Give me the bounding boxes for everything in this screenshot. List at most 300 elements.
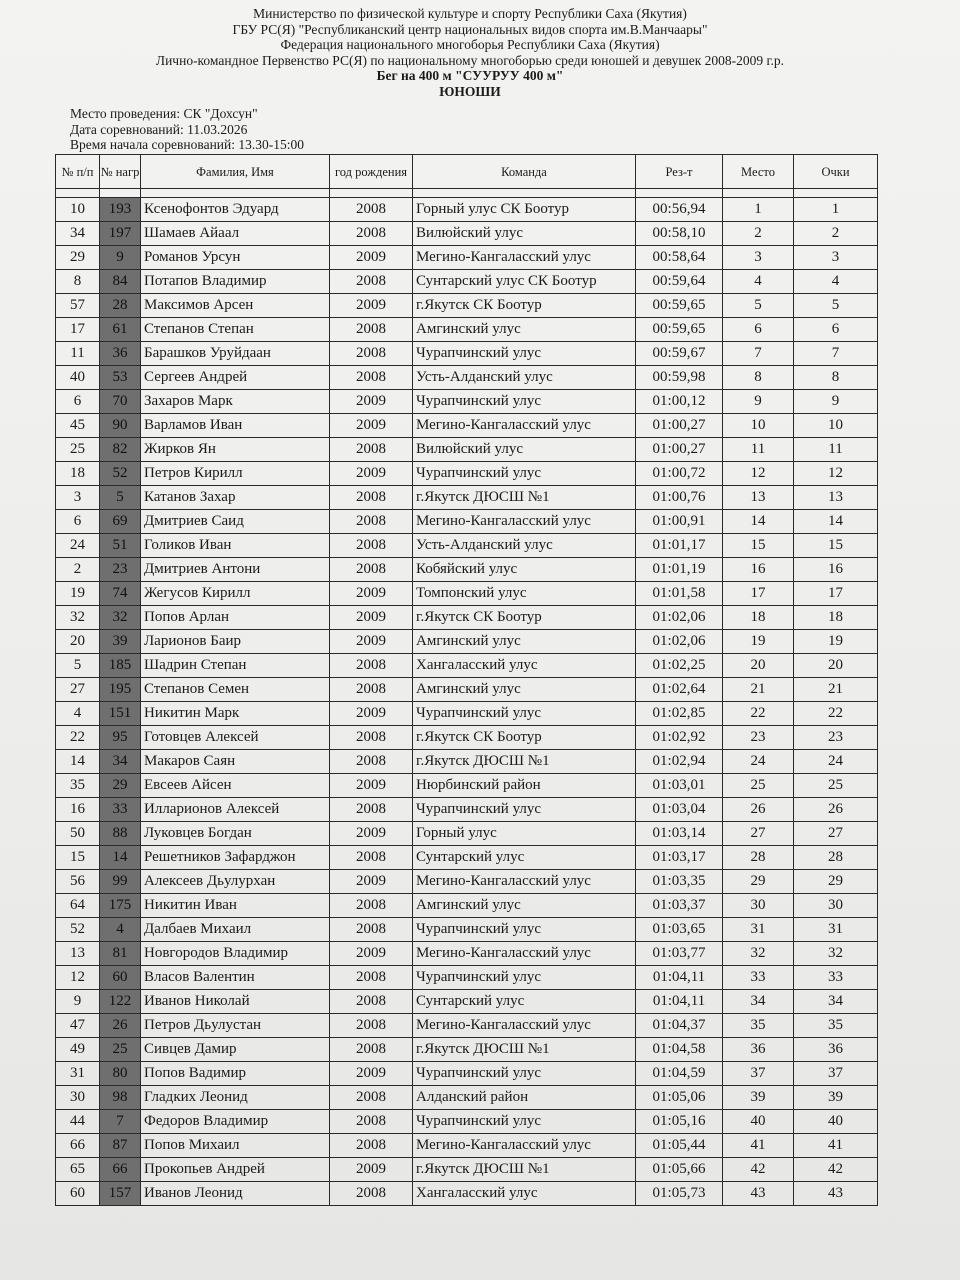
cell-points: 21: [794, 678, 878, 702]
cell-place: 33: [723, 966, 794, 990]
col-header-result: Рез-т: [636, 155, 723, 189]
cell-bib: 74: [100, 582, 141, 606]
col-header-team: Команда: [413, 155, 636, 189]
cell-name: Дмитриев Антони: [141, 558, 330, 582]
cell-bib: 82: [100, 438, 141, 462]
cell-result: 01:02,94: [636, 750, 723, 774]
cell-year: 2008: [330, 318, 413, 342]
cell-year: 2008: [330, 750, 413, 774]
cell-team: Хангаласский улус: [413, 654, 636, 678]
cell-name: Ксенофонтов Эдуард: [141, 198, 330, 222]
cell-team: Вилюйский улус: [413, 222, 636, 246]
cell-bib: 33: [100, 798, 141, 822]
cell-name: Дмитриев Саид: [141, 510, 330, 534]
cell-team: г.Якутск ДЮСШ №1: [413, 486, 636, 510]
cell-name: Федоров Владимир: [141, 1110, 330, 1134]
cell-pp: 65: [56, 1158, 100, 1182]
cell-year: 2008: [330, 558, 413, 582]
cell-team: Мегино-Кангаласский улус: [413, 414, 636, 438]
cell-points: 10: [794, 414, 878, 438]
cell-pp: 29: [56, 246, 100, 270]
table-row: [56, 390, 878, 414]
cell-points: 24: [794, 750, 878, 774]
cell-points: 23: [794, 726, 878, 750]
cell-result: 01:00,12: [636, 390, 723, 414]
cell-result: 01:02,25: [636, 654, 723, 678]
cell-place: 23: [723, 726, 794, 750]
table-row: [56, 486, 878, 510]
cell-team: г.Якутск ДЮСШ №1: [413, 1038, 636, 1062]
cell-year: 2008: [330, 798, 413, 822]
table-row: [56, 1014, 878, 1038]
cell-pp: 52: [56, 918, 100, 942]
cell-team: Чурапчинский улус: [413, 462, 636, 486]
cell-bib: 61: [100, 318, 141, 342]
table-row: [56, 534, 878, 558]
cell-points: 42: [794, 1158, 878, 1182]
table-row: [56, 966, 878, 990]
cell-pp: 30: [56, 1086, 100, 1110]
cell-bib: 122: [100, 990, 141, 1014]
cell-year: 2008: [330, 222, 413, 246]
cell-points: 28: [794, 846, 878, 870]
cell-pp: 13: [56, 942, 100, 966]
cell-year: 2008: [330, 894, 413, 918]
cell-place: 28: [723, 846, 794, 870]
table-row: [56, 198, 878, 222]
cell-pp: 25: [56, 438, 100, 462]
cell-team: Чурапчинский улус: [413, 1110, 636, 1134]
cell-result: 01:03,17: [636, 846, 723, 870]
cell-year: 2009: [330, 294, 413, 318]
cell-place: 5: [723, 294, 794, 318]
cell-bib: 39: [100, 630, 141, 654]
cell-bib: 151: [100, 702, 141, 726]
cell-result: 01:02,92: [636, 726, 723, 750]
cell-place: 22: [723, 702, 794, 726]
cell-bib: 60: [100, 966, 141, 990]
cell-points: 39: [794, 1086, 878, 1110]
cell-points: 1: [794, 198, 878, 222]
cell-points: 40: [794, 1110, 878, 1134]
cell-team: Чурапчинский улус: [413, 702, 636, 726]
cell-place: 2: [723, 222, 794, 246]
cell-place: 29: [723, 870, 794, 894]
cell-points: 27: [794, 822, 878, 846]
cell-bib: 32: [100, 606, 141, 630]
cell-points: 12: [794, 462, 878, 486]
cell-year: 2009: [330, 870, 413, 894]
cell-name: Жегусов Кирилл: [141, 582, 330, 606]
cell-name: Макаров Саян: [141, 750, 330, 774]
cell-team: Мегино-Кангаласский улус: [413, 942, 636, 966]
cell-name: Луковцев Богдан: [141, 822, 330, 846]
cell-pp: 24: [56, 534, 100, 558]
cell-bib: 66: [100, 1158, 141, 1182]
cell-bib: 84: [100, 270, 141, 294]
cell-name: Гладких Леонид: [141, 1086, 330, 1110]
cell-pp: 10: [56, 198, 100, 222]
cell-team: Чурапчинский улус: [413, 798, 636, 822]
cell-year: 2008: [330, 486, 413, 510]
cell-result: 01:05,66: [636, 1158, 723, 1182]
table-row: [56, 798, 878, 822]
cell-year: 2009: [330, 702, 413, 726]
cell-result: 01:05,44: [636, 1134, 723, 1158]
cell-pp: 2: [56, 558, 100, 582]
start-time-text: Время начала соревнований: 13.30-15:00: [70, 137, 304, 152]
event-title: Бег на 400 м "СУУРУУ 400 м": [376, 68, 564, 83]
cell-name: Петров Дьулустан: [141, 1014, 330, 1038]
cell-year: 2008: [330, 510, 413, 534]
cell-bib: 98: [100, 1086, 141, 1110]
cell-result: 01:00,27: [636, 414, 723, 438]
cell-points: 14: [794, 510, 878, 534]
cell-name: Готовцев Алексей: [141, 726, 330, 750]
cell-bib: 90: [100, 414, 141, 438]
cell-place: 9: [723, 390, 794, 414]
cell-pp: 31: [56, 1062, 100, 1086]
col-header-points: Очки: [794, 155, 878, 189]
cell-name: Шамаев Айаал: [141, 222, 330, 246]
cell-name: Иванов Леонид: [141, 1182, 330, 1206]
table-row: [56, 366, 878, 390]
cell-result: 00:58,10: [636, 222, 723, 246]
cell-points: 5: [794, 294, 878, 318]
cell-team: Чурапчинский улус: [413, 918, 636, 942]
cell-points: 16: [794, 558, 878, 582]
cell-points: 3: [794, 246, 878, 270]
cell-result: 01:03,65: [636, 918, 723, 942]
cell-points: 13: [794, 486, 878, 510]
cell-bib: 4: [100, 918, 141, 942]
cell-team: Вилюйский улус: [413, 438, 636, 462]
cell-place: 15: [723, 534, 794, 558]
cell-name: Романов Урсун: [141, 246, 330, 270]
cell-points: 30: [794, 894, 878, 918]
cell-place: 6: [723, 318, 794, 342]
table-row: [56, 990, 878, 1014]
table-row: [56, 510, 878, 534]
cell-name: Ларионов Баир: [141, 630, 330, 654]
cell-year: 2009: [330, 822, 413, 846]
cell-pp: 5: [56, 654, 100, 678]
cell-team: Алданский район: [413, 1086, 636, 1110]
cell-pp: 57: [56, 294, 100, 318]
cell-year: 2008: [330, 846, 413, 870]
cell-bib: 5: [100, 486, 141, 510]
cell-name: Сивцев Дамир: [141, 1038, 330, 1062]
table-row: [56, 726, 878, 750]
cell-pp: 66: [56, 1134, 100, 1158]
table-row: [56, 894, 878, 918]
cell-result: 01:04,58: [636, 1038, 723, 1062]
cell-result: 01:03,04: [636, 798, 723, 822]
cell-points: 6: [794, 318, 878, 342]
cell-place: 10: [723, 414, 794, 438]
table-row: [56, 1134, 878, 1158]
table-row: [56, 342, 878, 366]
table-row: [56, 870, 878, 894]
cell-name: Алексеев Дьулурхан: [141, 870, 330, 894]
cell-points: 31: [794, 918, 878, 942]
cell-points: 19: [794, 630, 878, 654]
table-row: [56, 318, 878, 342]
cell-place: 27: [723, 822, 794, 846]
cell-year: 2009: [330, 390, 413, 414]
table-row: [56, 1086, 878, 1110]
federation-line: Федерация национального многоборья Республики Саха (Якутия): [280, 37, 660, 52]
cell-bib: 25: [100, 1038, 141, 1062]
cell-bib: 185: [100, 654, 141, 678]
table-row: [56, 846, 878, 870]
cell-pp: 34: [56, 222, 100, 246]
cell-result: 01:03,37: [636, 894, 723, 918]
cell-place: 41: [723, 1134, 794, 1158]
cell-result: 01:00,72: [636, 462, 723, 486]
cell-year: 2008: [330, 342, 413, 366]
cell-year: 2008: [330, 198, 413, 222]
cell-bib: 53: [100, 366, 141, 390]
cell-pp: 12: [56, 966, 100, 990]
cell-result: 01:02,64: [636, 678, 723, 702]
cell-place: 31: [723, 918, 794, 942]
cell-name: Новгородов Владимир: [141, 942, 330, 966]
cell-points: 18: [794, 606, 878, 630]
cell-bib: 99: [100, 870, 141, 894]
table-row: [56, 294, 878, 318]
cell-bib: 197: [100, 222, 141, 246]
cell-place: 34: [723, 990, 794, 1014]
cell-name: Сергеев Андрей: [141, 366, 330, 390]
cell-bib: 157: [100, 1182, 141, 1206]
cell-name: Петров Кирилл: [141, 462, 330, 486]
cell-place: 25: [723, 774, 794, 798]
results-table: [55, 154, 878, 1206]
table-row: [56, 606, 878, 630]
cell-bib: 95: [100, 726, 141, 750]
cell-year: 2009: [330, 1158, 413, 1182]
cell-name: Никитин Иван: [141, 894, 330, 918]
cell-team: Сунтарский улус: [413, 846, 636, 870]
cell-year: 2008: [330, 966, 413, 990]
cell-team: г.Якутск ДЮСШ №1: [413, 750, 636, 774]
cell-year: 2009: [330, 462, 413, 486]
cell-team: Мегино-Кангаласский улус: [413, 246, 636, 270]
cell-result: 01:00,76: [636, 486, 723, 510]
cell-name: Варламов Иван: [141, 414, 330, 438]
cell-year: 2008: [330, 654, 413, 678]
cell-result: 01:03,14: [636, 822, 723, 846]
table-row: [56, 1110, 878, 1134]
cell-result: 00:56,94: [636, 198, 723, 222]
cell-pp: 9: [56, 990, 100, 1014]
cell-name: Решетников Зафарджон: [141, 846, 330, 870]
organization-line: ГБУ РС(Я) "Республиканский центр национальных видов спорта им.В.Манчаары": [232, 21, 708, 37]
cell-points: 22: [794, 702, 878, 726]
cell-place: 32: [723, 942, 794, 966]
cell-year: 2009: [330, 582, 413, 606]
cell-year: 2008: [330, 726, 413, 750]
cell-bib: 9: [100, 246, 141, 270]
cell-result: 01:03,35: [636, 870, 723, 894]
cell-bib: 36: [100, 342, 141, 366]
cell-team: Сунтарский улус СК Боотур: [413, 270, 636, 294]
cell-bib: 51: [100, 534, 141, 558]
cell-team: Усть-Алданский улус: [413, 366, 636, 390]
cell-pp: 8: [56, 270, 100, 294]
cell-team: Амгинский улус: [413, 678, 636, 702]
cell-place: 8: [723, 366, 794, 390]
cell-points: 2: [794, 222, 878, 246]
cell-result: 01:05,16: [636, 1110, 723, 1134]
cell-name: Попов Михаил: [141, 1134, 330, 1158]
cell-year: 2008: [330, 918, 413, 942]
table-row: [56, 654, 878, 678]
header-spacer-row: [56, 189, 878, 198]
cell-result: 00:59,64: [636, 270, 723, 294]
cell-pp: 45: [56, 414, 100, 438]
cell-place: 14: [723, 510, 794, 534]
cell-points: 11: [794, 438, 878, 462]
cell-bib: 175: [100, 894, 141, 918]
document-header: [0, 6, 940, 99]
cell-result: 01:01,58: [636, 582, 723, 606]
cell-bib: 81: [100, 942, 141, 966]
cell-name: Попов Арлан: [141, 606, 330, 630]
cell-points: 34: [794, 990, 878, 1014]
cell-year: 2009: [330, 246, 413, 270]
cell-team: Усть-Алданский улус: [413, 534, 636, 558]
cell-place: 4: [723, 270, 794, 294]
cell-points: 7: [794, 342, 878, 366]
cell-pp: 6: [56, 390, 100, 414]
cell-name: Попов Вадимир: [141, 1062, 330, 1086]
results-body: [56, 198, 878, 1206]
table-row: [56, 942, 878, 966]
cell-place: 35: [723, 1014, 794, 1038]
cell-points: 20: [794, 654, 878, 678]
cell-points: 15: [794, 534, 878, 558]
cell-year: 2008: [330, 438, 413, 462]
cell-result: 00:59,65: [636, 318, 723, 342]
table-row: [56, 270, 878, 294]
cell-pp: 40: [56, 366, 100, 390]
cell-bib: 7: [100, 1110, 141, 1134]
cell-points: 9: [794, 390, 878, 414]
cell-points: 35: [794, 1014, 878, 1038]
table-row: [56, 918, 878, 942]
cell-place: 7: [723, 342, 794, 366]
cell-team: Нюрбинский район: [413, 774, 636, 798]
cell-pp: 16: [56, 798, 100, 822]
cell-team: Чурапчинский улус: [413, 1062, 636, 1086]
cell-pp: 50: [56, 822, 100, 846]
cell-pp: 3: [56, 486, 100, 510]
cell-pp: 14: [56, 750, 100, 774]
table-row: [56, 702, 878, 726]
cell-result: 01:04,37: [636, 1014, 723, 1038]
cell-name: Власов Валентин: [141, 966, 330, 990]
cell-points: 43: [794, 1182, 878, 1206]
cell-points: 36: [794, 1038, 878, 1062]
cell-place: 37: [723, 1062, 794, 1086]
cell-team: Чурапчинский улус: [413, 966, 636, 990]
cell-bib: 29: [100, 774, 141, 798]
cell-name: Прокопьев Андрей: [141, 1158, 330, 1182]
cell-points: 8: [794, 366, 878, 390]
cell-team: Мегино-Кангаласский улус: [413, 510, 636, 534]
cell-pp: 17: [56, 318, 100, 342]
cell-team: г.Якутск ДЮСШ №1: [413, 1158, 636, 1182]
ministry-line: Министерство по физической культуре и спорту Республики Саха (Якутия): [253, 6, 687, 21]
cell-name: Иванов Николай: [141, 990, 330, 1014]
cell-bib: 23: [100, 558, 141, 582]
cell-name: Барашков Уруйдаан: [141, 342, 330, 366]
col-header-pp: № п/п: [56, 155, 100, 189]
cell-result: 00:59,65: [636, 294, 723, 318]
cell-name: Евсеев Айсен: [141, 774, 330, 798]
cell-year: 2009: [330, 606, 413, 630]
cell-name: Илларионов Алексей: [141, 798, 330, 822]
cell-pp: 60: [56, 1182, 100, 1206]
cell-result: 00:59,67: [636, 342, 723, 366]
cell-name: Голиков Иван: [141, 534, 330, 558]
cell-bib: 195: [100, 678, 141, 702]
table-row: [56, 822, 878, 846]
cell-team: г.Якутск СК Боотур: [413, 294, 636, 318]
cell-team: Мегино-Кангаласский улус: [413, 870, 636, 894]
table-row: [56, 462, 878, 486]
table-row: [56, 1038, 878, 1062]
cell-place: 39: [723, 1086, 794, 1110]
group-title: ЮНОШИ: [439, 83, 501, 99]
table-row: [56, 1182, 878, 1206]
cell-points: 17: [794, 582, 878, 606]
cell-place: 1: [723, 198, 794, 222]
cell-team: Горный улус: [413, 822, 636, 846]
cell-result: 01:02,06: [636, 606, 723, 630]
table-row: [56, 1062, 878, 1086]
table-row: [56, 246, 878, 270]
cell-points: 33: [794, 966, 878, 990]
cell-pp: 64: [56, 894, 100, 918]
cell-points: 32: [794, 942, 878, 966]
table-row: [56, 222, 878, 246]
cell-place: 19: [723, 630, 794, 654]
cell-team: Амгинский улус: [413, 894, 636, 918]
cell-year: 2008: [330, 1086, 413, 1110]
cell-bib: 69: [100, 510, 141, 534]
cell-result: 01:04,11: [636, 990, 723, 1014]
cell-pp: 15: [56, 846, 100, 870]
cell-place: 11: [723, 438, 794, 462]
cell-year: 2008: [330, 678, 413, 702]
cell-year: 2008: [330, 1134, 413, 1158]
cell-result: 00:59,98: [636, 366, 723, 390]
cell-team: Мегино-Кангаласский улус: [413, 1134, 636, 1158]
cell-pp: 18: [56, 462, 100, 486]
table-row: [56, 774, 878, 798]
cell-pp: 19: [56, 582, 100, 606]
cell-result: 01:00,91: [636, 510, 723, 534]
cell-team: Хангаласский улус: [413, 1182, 636, 1206]
cell-pp: 35: [56, 774, 100, 798]
cell-year: 2009: [330, 630, 413, 654]
cell-place: 17: [723, 582, 794, 606]
cell-result: 01:03,01: [636, 774, 723, 798]
cell-year: 2008: [330, 366, 413, 390]
